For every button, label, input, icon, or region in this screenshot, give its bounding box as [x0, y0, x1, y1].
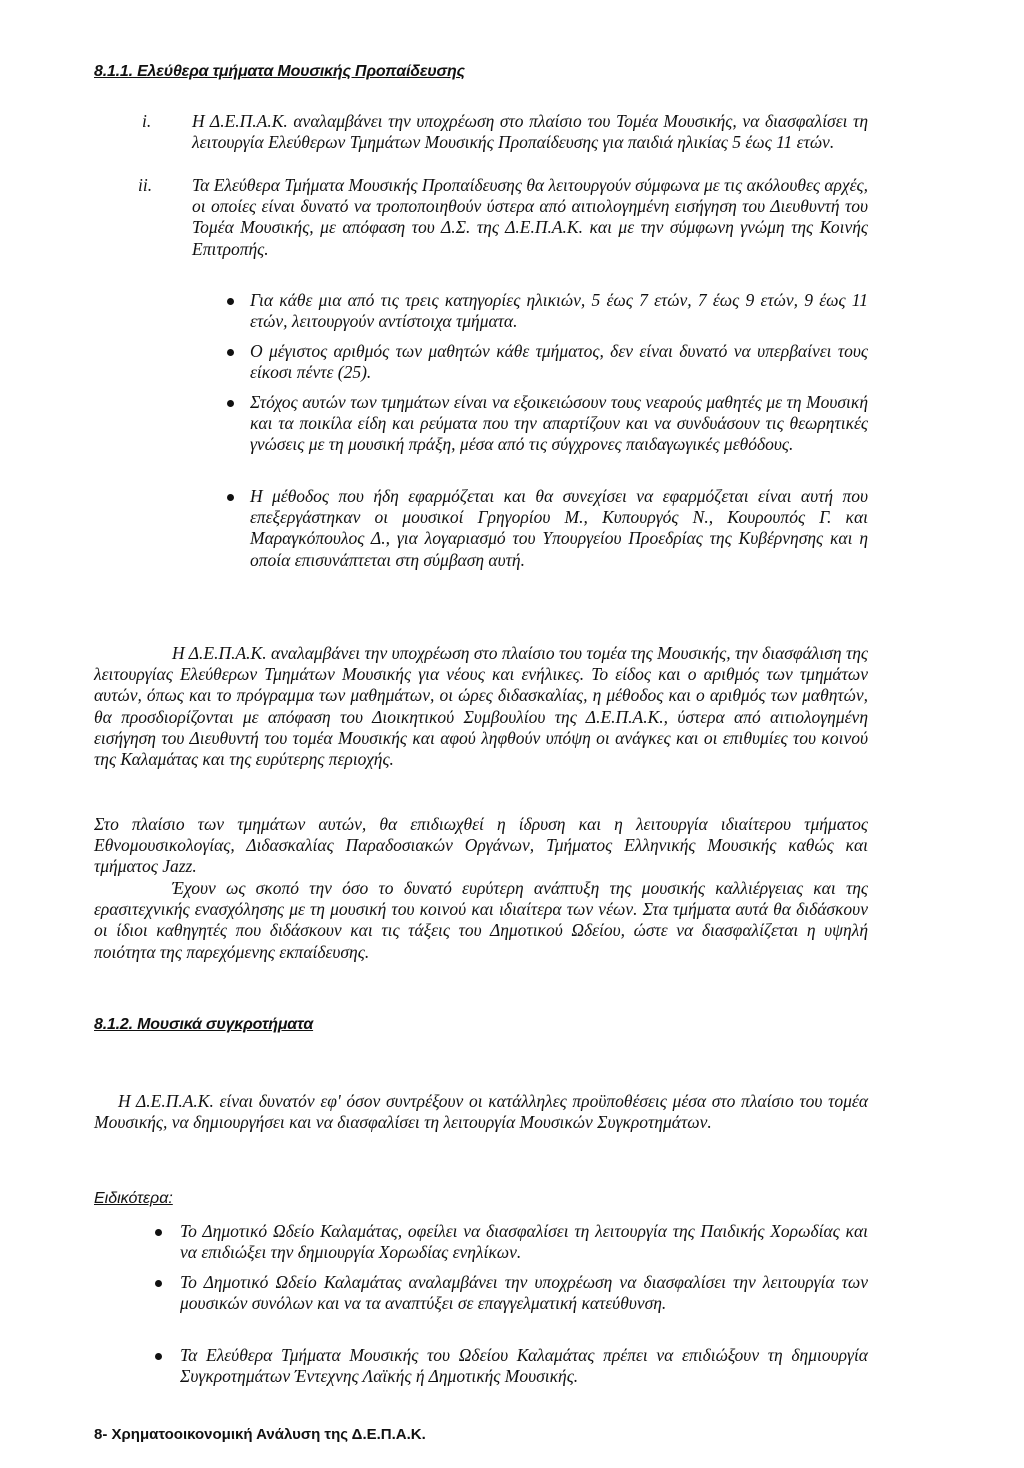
ensembles-paragraph: Η Δ.Ε.Π.Α.Κ. είναι δυνατόν εφ' όσον συντρέξουν οι κατάλληλες προϋποθέσεις μέσα στο πλαίσιο του τομέα Μουσικής, να δημιουργήσει και να διασφαλίσει τη λειτουργία Μουσικών Συγκροτημάτων.	[94, 1091, 868, 1133]
ensembles-bullet: Το Δημοτικό Ωδείο Καλαμάτας αναλαμβάνει την υποχρέωση να διασφαλίσει την λειτουργία των μουσικών συνόλων και να τα αναπτύξει σε επαγγελματική κατεύθυνση.	[180, 1272, 868, 1314]
item-ii-text: Τα Ελεύθερα Τμήματα Μουσικής Προπαίδευσης θα λειτουργούν σύμφωνα με τις ακόλουθες αρχές, οι οποίες είναι δυνατό να τροποποιηθούν ύστερα από αιτιολογημένη εισήγηση του Διευθυντή του Τομέα Μουσικής, με απόφαση του Δ.Σ. της Δ.Ε.Π.Α.Κ. και με την σύμφωνη γνώμη της Κοινής Επιτροπής.	[192, 175, 868, 259]
section-heading-8-1-2: 8.1.2. Μουσικά συγκροτήματα	[94, 1016, 314, 1033]
bullet-icon	[227, 494, 234, 501]
age-groups-bullet: Για κάθε μια από τις τρεις κατηγορίες ηλικιών, 5 έως 7 ετών, 7 έως 9 ετών, 9 έως 11 ετών, λειτουργούν αντίστοιχα τμήματα.	[250, 290, 868, 332]
bullet-icon	[155, 1229, 162, 1236]
bullet-icon	[227, 298, 234, 305]
bullet-icon	[155, 1353, 162, 1360]
ethnomusicology-paragraph: Στο πλαίσιο των τμημάτων αυτών, θα επιδιωχθεί η ίδρυση και η λειτουργία ιδιαίτερου τμήματος Εθνομουσικολογίας, Διδασκαλίας Παραδοσιακών Οργάνων, Τμήματος Ελληνικής Μουσικής καθώς και τμήματος Jazz.	[94, 814, 868, 877]
item-i-text: Η Δ.Ε.Π.Α.Κ. αναλαμβάνει την υποχρέωση στο πλαίσιο του Τομέα Μουσικής, να διασφαλίσει τη λειτουργία Ελεύθερων Τμημάτων Μουσικής Προπαίδευσης για παιδιά ηλικίας 5 έως 11 ετών.	[192, 111, 868, 153]
bullet-icon	[227, 349, 234, 356]
max-students-bullet: Ο μέγιστος αριθμός των μαθητών κάθε τμήματος, δεν είναι δυνατό να υπερβαίνει τους είκοσι πέντε (25).	[250, 341, 868, 383]
goal-bullet: Στόχος αυτών των τμημάτων είναι να εξοικειώσουν τους νεαρούς μαθητές με τη Μουσική και τα ποικίλα είδη και ρεύματα που την απαρτίζουν και να συνδυάσουν τις θεωρητικές γνώσεις με τη μουσική πράξη, μέσα από τις σύγχρονες παιδαγωγικές μεθόδους.	[250, 392, 868, 455]
section-heading-8-1-1: 8.1.1. Ελεύθερα τμήματα Μουσικής Προπαίδευσης	[94, 63, 465, 80]
method-bullet: Η μέθοδος που ήδη εφαρμόζεται και θα συνεχίσει να εφαρμόζεται είναι αυτή που επεξεργάστηκαν οι μουσικοί Γρηγορίου Μ., Κυπουργός Ν., Κουρουπός Γ. και Μαραγκόπουλος Δ., για λογαριασμό του Υπουργείου Προεδρίας της Κυβέρνησης και η οποία επισυνάπτεται στη σύμβαση αυτή.	[250, 486, 868, 570]
item-marker-i: i.	[142, 111, 152, 131]
bullet-icon	[227, 400, 234, 407]
specifically-subheading: Ειδικότερα:	[94, 1190, 173, 1207]
item-marker-ii: ii.	[138, 175, 153, 195]
page-footer: 8- Χρηματοοικονομική Ανάλυση της Δ.Ε.Π.Α.Κ.	[94, 1426, 426, 1443]
purpose-paragraph: Έχουν ως σκοπό την όσο το δυνατό ευρύτερη ανάπτυξη της μουσικής καλλιέργειας και της ερασιτεχνικής ενασχόλησης με τη μουσική του κοινού και ιδιαίτερα των νέων. Στα τμήματα αυτά θα διδάσκουν οι ίδιοι καθηγητές που διδάσκουν και τις τάξεις του Δημοτικού Ωδείου, ώστε να διασφαλίζεται η υψηλή ποιότητα της παρεχόμενης εκπαίδευσης.	[94, 878, 868, 962]
folk-music-bullet: Τα Ελεύθερα Τμήματα Μουσικής του Ωδείου Καλαμάτας πρέπει να επιδιώξουν τη δημιουργία Συγκροτημάτων Έντεχνης Λαϊκής ή Δημοτικής Μουσικής.	[180, 1345, 868, 1387]
choir-bullet: Το Δημοτικό Ωδείο Καλαμάτας, οφείλει να διασφαλίσει τη λειτουργία της Παιδικής Χορωδίας και να επιδιώξει την δημιουργία Χορωδίας ενηλίκων.	[180, 1221, 868, 1263]
adult-sections-paragraph: Η Δ.Ε.Π.Α.Κ. αναλαμβάνει την υποχρέωση στο πλαίσιο του τομέα της Μουσικής, την διασφάλιση της λειτουργίας Ελεύθερων Τμημάτων Μουσικής για νέους και ενήλικες. Το είδος και ο αριθμός των τμημάτων αυτών, όπως και το πρόγραμμα των μαθημάτων, οι ώρες διδασκαλίας, η μέθοδος και ο αριθμός των μαθητών, θα προσδιορίζονται με απόφαση του Διοικητικού Συμβουλίου της Δ.Ε.Π.Α.Κ., ύστερα από αιτιολογημένη εισήγηση του Διευθυντή του τομέα Μουσικής και αφού ληφθούν υπόψη οι ανάγκες και οι επιθυμίες του κοινού της Καλαμάτας και της ευρύτερης περιοχής.	[94, 643, 868, 770]
bullet-icon	[155, 1280, 162, 1287]
